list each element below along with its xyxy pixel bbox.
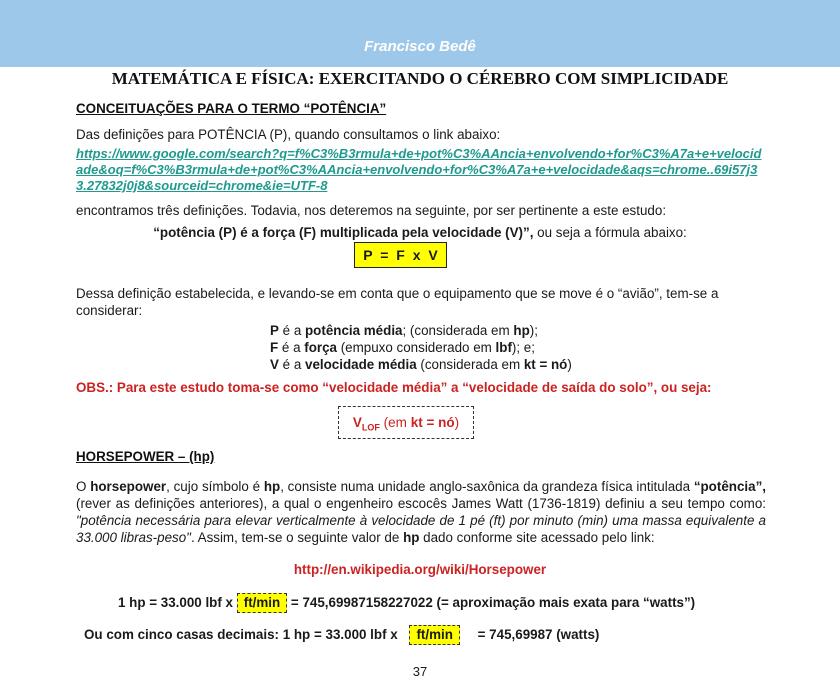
calc-line-five-decimals: Ou com cinco casas decimais: 1 hp = 33.000 lbf x ft/min = 745,69987 (watts) bbox=[84, 625, 599, 645]
obs-note: OBS.: Para este estudo toma-se como “velocidade média” a “velocidade de saída do solo”, ou seja: bbox=[76, 380, 712, 395]
page-number: 37 bbox=[412, 664, 428, 679]
unit-box-ftmin: ft/min bbox=[409, 625, 459, 645]
vlof-box: $V_{LOF}$ (em kt = nó) bbox=[338, 406, 474, 439]
definition-item: P é a potência média; (considerada em hp); bbox=[270, 323, 538, 338]
definition-item: F é a força (empuxo considerado em lbf); e; bbox=[270, 340, 535, 355]
section-heading-horsepower: HORSEPOWER – (hp) bbox=[76, 449, 215, 464]
context-paragraph: Dessa definição estabelecida, e levando-se em conta que o equipamento que se move é o “avião”, tem-se a considerar: bbox=[76, 286, 719, 318]
formula-box: P = F x V bbox=[354, 242, 447, 268]
vlof-symbol: V bbox=[352, 415, 362, 430]
unit-box-ftmin: ft/min bbox=[237, 593, 287, 613]
definition-list bbox=[270, 322, 572, 373]
google-search-link[interactable]: https://www.google.com/search?q=f%C3%B3rmula+de+pot%C3%AAncia+envolvendo+for%C3%A7a+e+velocidade&oq=f%C3%B3rmula+de+pot%C3%AAncia+envolvendo+for%C3%A7a+e+velocidade&aqs=chrome..69i57j33.27832j0j8&sourceid=chrome&ie=UTF-8 bbox=[76, 146, 762, 193]
definition-item: V é a velocidade média (considerada em kt = nó) bbox=[270, 357, 572, 372]
power-definition-quote bbox=[0, 225, 840, 240]
wikipedia-horsepower-link[interactable]: http://en.wikipedia.org/wiki/Horsepower bbox=[293, 562, 547, 577]
vlof-subscript: LOF bbox=[361, 422, 380, 433]
document-title: MATEMÁTICA E FÍSICA: EXERCITANDO O CÉREBRO COM SIMPLICIDADE bbox=[111, 69, 729, 88]
section-heading-potencia: CONCEITUAÇÕES PARA O TERMO “POTÊNCIA” bbox=[76, 101, 387, 116]
author-name: Francisco Bedê bbox=[364, 38, 476, 55]
header-banner bbox=[0, 0, 840, 67]
calc-line-exact: 1 hp = 33.000 lbf x ft/min = 745,69987158227022 (= aproximação mais exata para “watts”) bbox=[118, 593, 695, 613]
definitions-paragraph: encontramos três definições. Todavia, nos deteremos na seguinte, por ser pertinente a este estudo: bbox=[76, 203, 667, 218]
quote-rest: ou seja a fórmula abaixo: bbox=[533, 225, 687, 240]
intro-paragraph: Das definições para POTÊNCIA (P), quando consultamos o link abaixo: bbox=[76, 127, 501, 142]
quote-bold: “potência (P) é a força (F) multiplicada pela velocidade (V)”, bbox=[153, 225, 534, 240]
horsepower-paragraph: O horsepower, cujo símbolo é hp, consiste numa unidade anglo-saxônica da grandeza física intitulada “potência”, (rever as definições anteriores), a qual o engenheiro escocês James Watt (1736-1819) definiu a seu tempo como: "potência necessária para elevar verticalmente à velocidade de 1 pé (ft) por minuto (min) uma massa equivalente a 33.000 libras-peso". Assim, tem-se o seguinte valor de hp dado conforme site acessado pelo link: bbox=[76, 479, 766, 545]
